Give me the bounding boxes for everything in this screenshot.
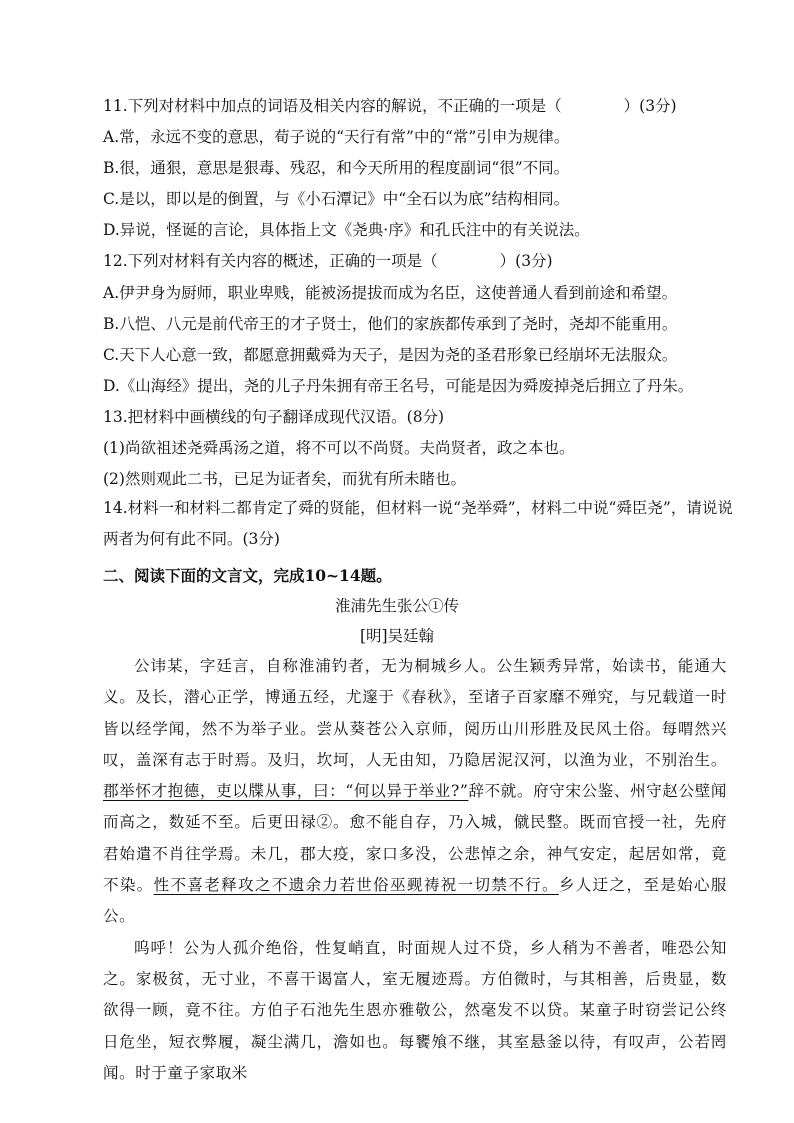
question-12-option-b: B.八恺、八元是前代帝王的才子贤士，他们的家族都传承到了尧时，尧却不能重用。 [103,315,678,333]
question-14-stem: 14.材料一和材料二都肯定了舜的贤能，但材料一说“尧举舜”，材料二中说“舜臣尧”，请说说两者为何有此不同。(3分) [103,499,733,548]
question-13-sentence-1: (1)尚欲祖述尧舜禹汤之道，将不可以不尚贤。夫尚贤者，政之本也。 [103,439,575,457]
question-11-option-c: C.是以，即以是的倒置，与《小石潭记》中“全石以为底”结构相同。 [103,190,570,208]
section-2-heading: 二、阅读下面的文言文，完成10~14题。 [103,566,392,585]
question-11-option-b: B.很，通狠，意思是狠毒、残忍，和今天所用的程度副词“很”不同。 [103,159,570,177]
passage-title: 淮浦先生张公①传 [334,597,459,615]
underlined-sentence-2: 性不喜老释攻之不遗余力若世俗巫觋祷祝一切禁不行。 [153,876,559,895]
passage-paragraph-2: 呜呼！公为人孤介绝俗，性复峭直，时面规人过不贷，乡人稍为不善者，唯恐公知之。家极贫，无寸业，不喜干谒富人，室无履迹焉。方伯微时，与其相善，后贵显，数欲得一顾，竟不往。方伯子石池先生恩亦雅敬公，然毫发不以贷。某童子时窃尝记公终日危坐，短衣弊履，凝尘满几，澹如也。每饔飧不继，其室悬釜以待，有叹声，公若罔闻。时于童子家取米 [103,938,727,1082]
passage-text: 公讳某，字廷言，自称淮浦钓者，无为桐城乡人。公生颖秀异常，始读书，能通大义。及长，潜心正学，博通五经，尤邃于《春秋》，至诸子百家靡不殚究，与兄载道一时皆以经学闻，然不为举子业。尝从葵苍公入京师，阅历山川形胜及民风土俗。每喟然兴叹，盖深有志于时焉。及归，坎坷，人无由知，乃隐居泥汉河，以渔为业，不别治生。 [103,657,727,769]
question-11-stem: 11.下列对材料中加点的词语及相关内容的解说，不正确的一项是（ ）(3分) [103,97,677,115]
passage-paragraph-1 [103,651,727,933]
question-13-stem: 13.把材料中画横线的句子翻译成现代汉语。(8分) [103,408,445,426]
classical-passage [103,651,727,1089]
question-12-stem: 12.下列对材料有关内容的概述，正确的一项是（ ）(3分) [103,252,553,270]
question-13-sentence-2: (2)然则观此二书，已足为证者矣，而犹有所未睹也。 [103,470,466,488]
question-12-option-d: D.《山海经》提出，尧的儿子丹朱拥有帝王名号，可能是因为舜废掉尧后拥立了丹朱。 [103,377,694,395]
question-12-option-a: A.伊尹身为厨师，职业卑贱，能被汤提拔而成为名臣，这使普通人看到前途和希望。 [103,284,678,302]
question-11-option-a: A.常，永远不变的意思，荀子说的“天行有常”中的“常”引申为规律。 [103,128,570,146]
question-12-option-c: C.天下人心意一致，都愿意拥戴舜为天子，是因为尧的圣君形象已经崩坏无法服众。 [103,346,678,364]
underlined-sentence-1: 郡举怀才抱德，吏以牒从事，曰：“何以异于举业?” [103,782,469,801]
passage-author: [明]吴廷翰 [359,627,435,645]
question-11-option-d: D.异说，怪诞的言论，具体指上文《尧典·序》和孔氏注中的有关说法。 [103,221,590,239]
passage-text: 乡人迂之，至是始心服公。 [103,876,727,926]
passage-text: 辞不就。府守宋公鉴、州守赵公壁闻而高之，数延不至。后更田禄②。愈不能自存，乃入城，僦民整。既而官授一社，先府君始遣不肖往学焉。未几，郡大疫，家口多没，公悲悼之余，神气安定，起居如常，竟不染。 [103,782,728,895]
